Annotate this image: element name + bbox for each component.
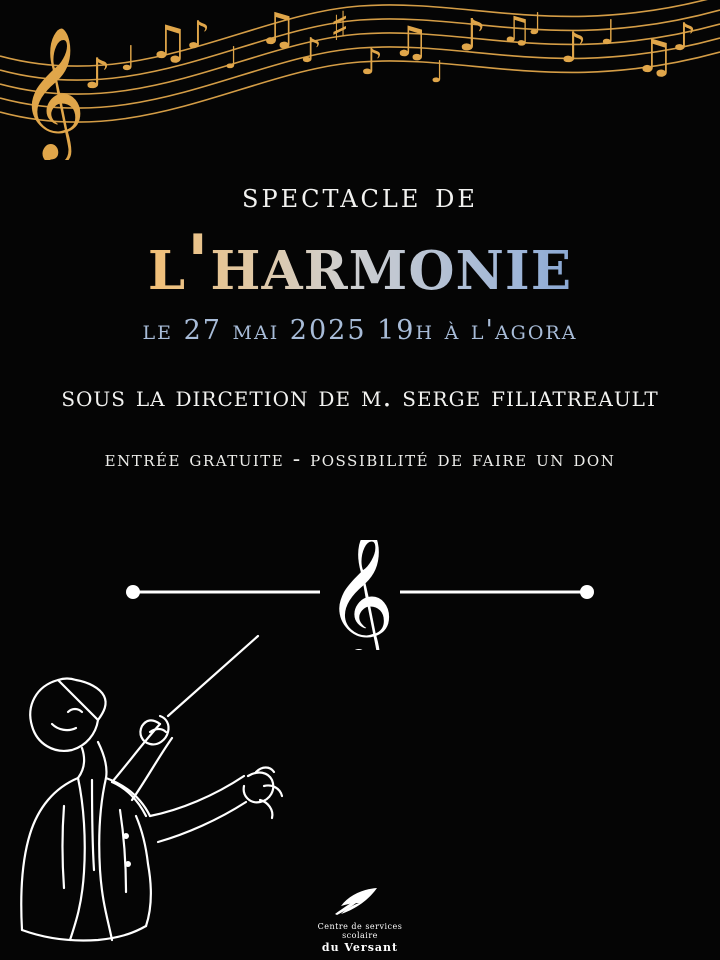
headline-block <box>0 178 720 472</box>
music-staff-icon <box>0 0 720 160</box>
svg-text:♫: ♫ <box>392 17 430 66</box>
svg-text:♪: ♪ <box>458 10 487 61</box>
svg-text:♩: ♩ <box>430 55 445 90</box>
svg-text:♪: ♪ <box>360 42 383 83</box>
svg-text:♪: ♪ <box>560 23 587 72</box>
svg-text:♫: ♫ <box>148 15 190 69</box>
conductor-illustration <box>0 620 340 950</box>
logo-line2 <box>300 941 420 954</box>
svg-text:♪: ♪ <box>672 15 697 59</box>
svg-text:♩: ♩ <box>224 41 239 76</box>
svg-text:♫: ♫ <box>258 4 298 55</box>
svg-text:♯: ♯ <box>330 4 350 50</box>
divider-dot-left <box>126 585 140 599</box>
svg-text:♫: ♫ <box>500 10 533 51</box>
svg-text:𝄞: 𝄞 <box>18 26 86 160</box>
entry-info-line: entrée gratuite - possibilité de faire un don <box>104 447 616 473</box>
divider-dot-right <box>580 585 594 599</box>
treble-clef-icon <box>18 26 86 160</box>
music-notes <box>84 4 696 98</box>
svg-text:♩: ♩ <box>600 13 617 53</box>
svg-text:♪: ♪ <box>186 13 211 57</box>
music-staff-band <box>0 0 720 160</box>
organization-logo <box>300 886 420 954</box>
svg-text:♪: ♪ <box>84 49 111 98</box>
event-date-line: le 27 mai 2025 19h à l'agora <box>142 315 578 347</box>
feather-quill-icon <box>333 886 387 916</box>
svg-text:♪: ♪ <box>300 31 322 71</box>
heading-main: l'harmonie <box>0 225 720 301</box>
logo-line1: Centre de services scolaire <box>317 922 403 940</box>
heading-small: spectacle de <box>242 176 478 216</box>
svg-text:♩: ♩ <box>528 7 543 42</box>
svg-text:♩: ♩ <box>120 39 137 79</box>
conductor-credit-line: sous la dircetion de m. serge filiatreault <box>61 380 659 414</box>
treble-clef-icon: 𝄞 <box>325 540 395 650</box>
logo-line2-text: du Versant <box>321 941 399 954</box>
svg-text:♫: ♫ <box>634 29 676 83</box>
